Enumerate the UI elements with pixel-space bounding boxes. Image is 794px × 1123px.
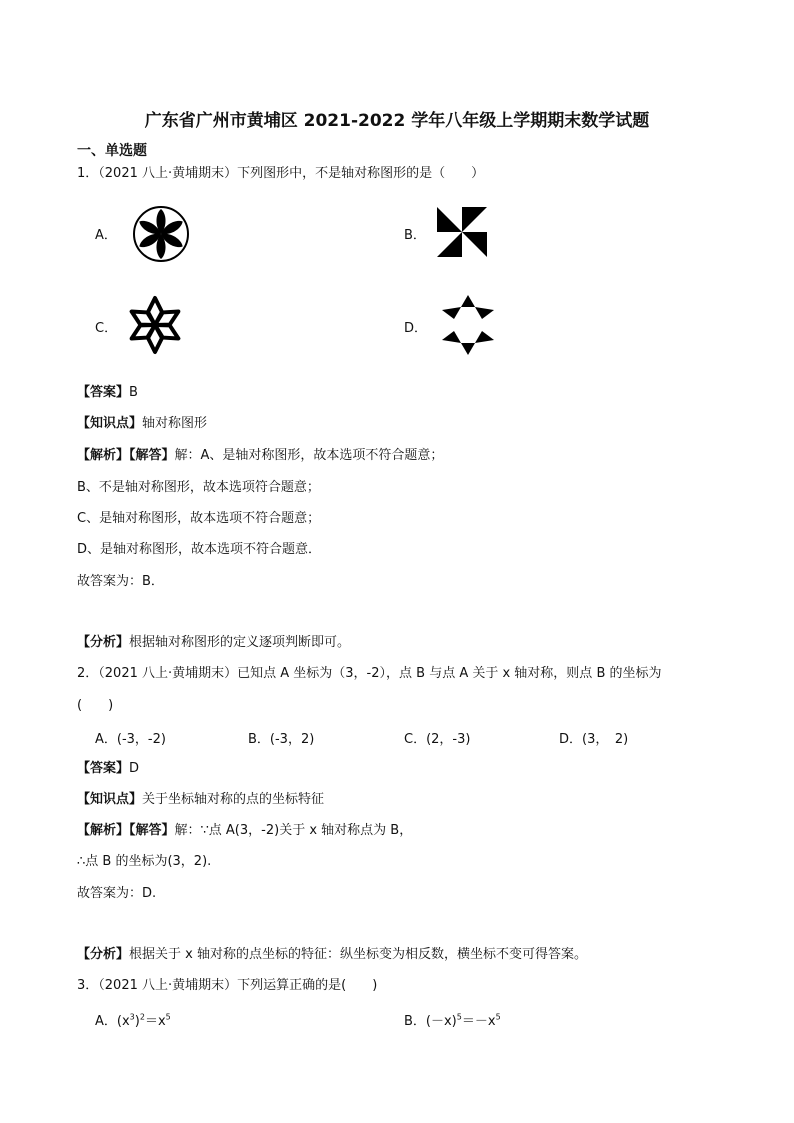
question-2-stem-cont: ( ) xyxy=(77,698,114,713)
q3-option-a-text: A．(x xyxy=(95,1014,130,1029)
analysis-line: 故答案为：B． xyxy=(77,574,164,589)
q2-answer-row xyxy=(77,760,139,778)
knowledge-value: 轴对称图形 xyxy=(142,416,208,431)
fenxi-value: 根据轴对称图形的定义逐项判断即可。 xyxy=(129,635,351,650)
q3-option-b-exp: 5 xyxy=(456,1012,462,1022)
knowledge-tag: 【知识点】 xyxy=(77,416,143,431)
q2-option-b: B．(-3，2) xyxy=(248,732,315,747)
q2-analysis-row xyxy=(77,822,412,840)
q3-option-a-exp: 2 xyxy=(139,1012,145,1022)
flower-circle-figure xyxy=(132,205,190,263)
q3-option-a-text: ＝x xyxy=(144,1014,166,1029)
analysis-line: 解：∵点 A(3，-2)关于 x 轴对称点为 B， xyxy=(174,823,413,838)
answer-value: B xyxy=(129,385,138,400)
q2-option-a: A．(-3，-2) xyxy=(95,732,166,747)
option-b-label: B． xyxy=(404,228,426,243)
q3-option-a-exp: 3 xyxy=(129,1012,135,1022)
knowledge-value: 关于坐标轴对称的点的坐标特征 xyxy=(142,792,325,807)
analysis-line: D、是轴对称图形，故本选项不符合题意． xyxy=(77,542,322,557)
option-d-label: D． xyxy=(404,321,428,336)
q1-knowledge-row xyxy=(77,415,207,433)
q3-option-b-text: ＝－x xyxy=(461,1014,496,1029)
analysis-tag: 【解析】【解答】 xyxy=(77,448,175,463)
question-3-stem: 3．（2021 八上·黄埔期末）下列运算正确的是( ) xyxy=(77,978,378,993)
analysis-line: B、不是轴对称图形，故本选项符合题意； xyxy=(77,480,320,495)
answer-tag: 【答案】 xyxy=(77,385,130,400)
q1-analysis-row xyxy=(77,447,443,465)
fenxi-value: 根据关于 x 轴对称的点坐标的特征：纵坐标变为相反数，横坐标不变可得答案。 xyxy=(129,947,587,962)
analysis-line: ∴点 B 的坐标为(3，2). xyxy=(77,854,212,869)
q3-option-b xyxy=(404,1010,501,1029)
analysis-line: 故答案为：D. xyxy=(77,886,157,901)
hexagram-flower-figure xyxy=(124,294,186,356)
section-heading: 一、单选题 xyxy=(77,143,147,159)
question-1-stem: 1．（2021 八上·黄埔期末）下列图形中，不是轴对称图形的是（ ） xyxy=(77,166,485,181)
q3-option-a xyxy=(95,1010,171,1029)
q2-fenxi-row xyxy=(77,946,587,964)
question-2-stem: 2．（2021 八上·黄埔期末）已知点 A 坐标为（3，-2），点 B 与点 A 关于 x 轴对称，则点 B 的坐标为 xyxy=(77,666,662,681)
q3-option-b-text: B．(－x) xyxy=(404,1014,457,1029)
analysis-line: 解：A、是轴对称图形，故本选项不符合题意； xyxy=(174,448,444,463)
page-title: 广东省广州市黄埔区 2021-2022 学年八年级上学期期末数学试题 xyxy=(144,111,650,131)
knowledge-tag: 【知识点】 xyxy=(77,792,143,807)
q1-fenxi-row xyxy=(77,634,350,652)
analysis-tag: 【解析】【解答】 xyxy=(77,823,175,838)
fenxi-tag: 【分析】 xyxy=(77,635,130,650)
q3-option-a-exp: 5 xyxy=(165,1012,171,1022)
q2-option-d: D．(3， 2) xyxy=(559,732,629,747)
q2-option-c: C．(2，-3) xyxy=(404,732,471,747)
option-a-label: A． xyxy=(95,228,117,243)
pinwheel-figure xyxy=(437,207,487,257)
q3-option-a-text: ) xyxy=(134,1014,140,1029)
q1-answer-row xyxy=(77,384,138,402)
option-c-label: C． xyxy=(95,321,118,336)
q2-knowledge-row xyxy=(77,791,324,809)
answer-tag: 【答案】 xyxy=(77,761,130,776)
fenxi-tag: 【分析】 xyxy=(77,947,130,962)
q3-option-b-exp: 5 xyxy=(495,1012,501,1022)
analysis-line: C、是轴对称图形，故本选项不符合题意； xyxy=(77,511,321,526)
answer-value: D xyxy=(129,761,140,776)
star-of-david-figure xyxy=(438,293,498,357)
